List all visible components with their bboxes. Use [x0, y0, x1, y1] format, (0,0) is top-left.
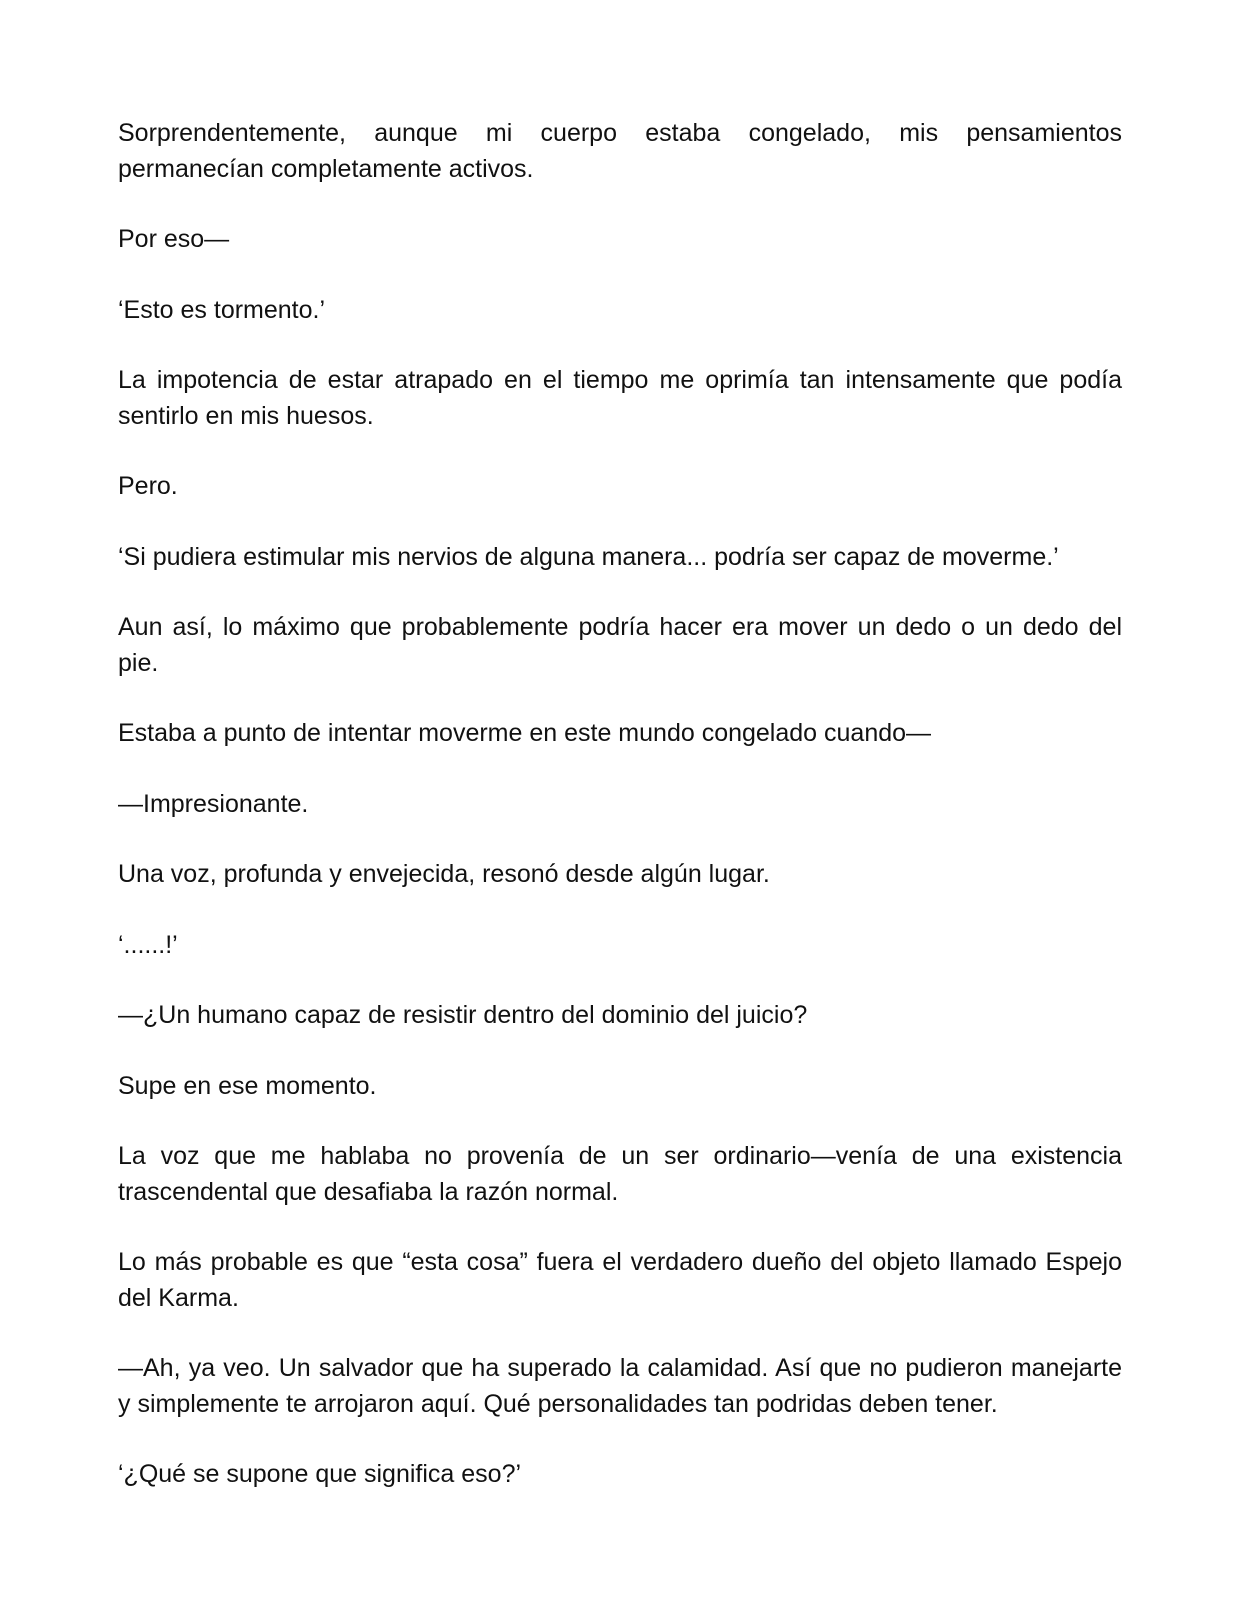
- paragraph: Estaba a punto de intentar moverme en este mundo congelado cuando—: [118, 719, 932, 747]
- document-page: [118, 116, 1122, 1493]
- paragraph: La voz que me hablaba no provenía de un ser ordinario—venía de una existencia trascendental que desafiaba la razón normal.: [118, 1142, 1122, 1206]
- paragraph: La impotencia de estar atrapado en el tiempo me oprimía tan intensamente que podía sentirlo en mis huesos.: [118, 366, 1122, 430]
- paragraph: Aun así, lo máximo que probablemente podría hacer era mover un dedo o un dedo del pie.: [118, 613, 1122, 677]
- paragraph: Por eso—: [118, 225, 230, 253]
- paragraph: Una voz, profunda y envejecida, resonó desde algún lugar.: [118, 860, 770, 888]
- paragraph: ‘Si pudiera estimular mis nervios de alguna manera... podría ser capaz de moverme.’: [118, 542, 1059, 571]
- paragraph: Lo más probable es que “esta cosa” fuera el verdadero dueño del objeto llamado Espejo del Karma.: [118, 1248, 1122, 1312]
- paragraph: —Ah, ya veo. Un salvador que ha superado la calamidad. Así que no pudieron manejarte y simplemente te arrojaron aquí. Qué personalidades tan podridas deben tener.: [118, 1354, 1122, 1418]
- paragraph: Pero.: [118, 472, 178, 500]
- paragraph: Supe en ese momento.: [118, 1071, 377, 1100]
- paragraph: —Impresionante.: [118, 789, 309, 818]
- paragraph: —¿Un humano capaz de resistir dentro del dominio del juicio?: [118, 1001, 808, 1029]
- paragraph: ‘Esto es tormento.’: [118, 295, 326, 324]
- paragraph: ‘¿Qué se supone que significa eso?’: [118, 1460, 522, 1488]
- paragraph: Sorprendentemente, aunque mi cuerpo estaba congelado, mis pensamientos permanecían completamente activos.: [118, 119, 1122, 183]
- paragraph: ‘......!’: [118, 930, 178, 959]
